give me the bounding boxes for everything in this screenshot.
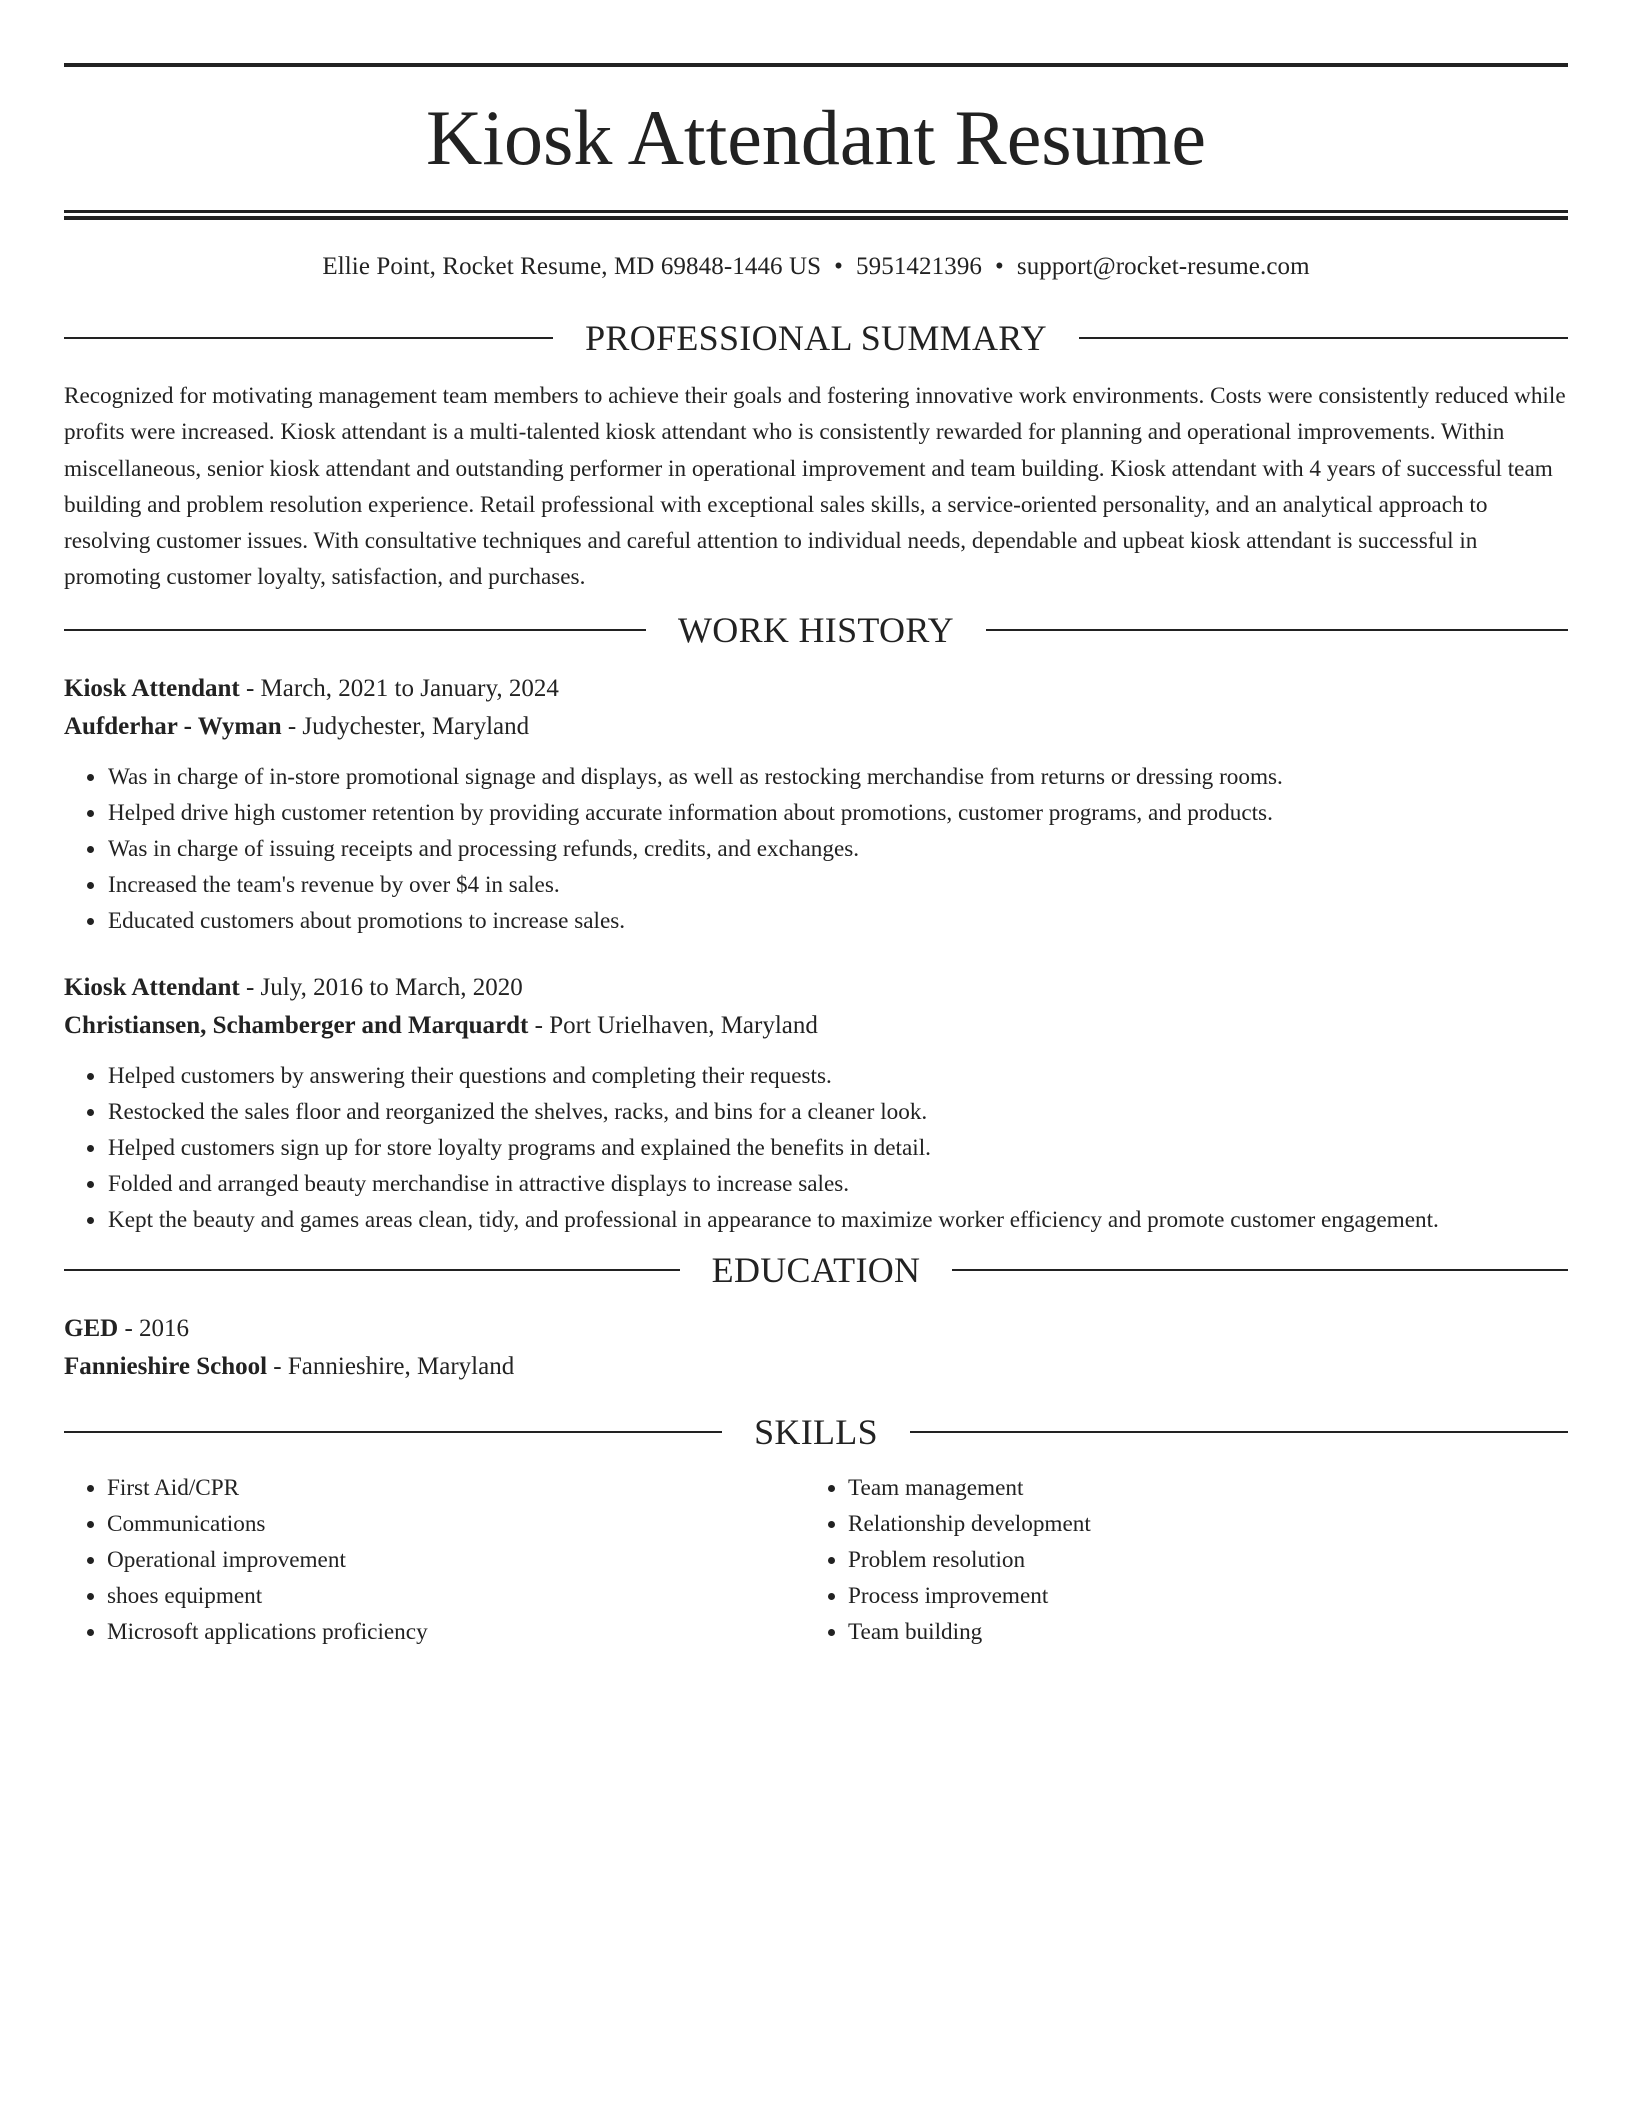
list-item: • Operational improvement (107, 1542, 805, 1578)
list-item: • Team building (848, 1614, 1546, 1650)
top-rule (64, 63, 1568, 67)
list-item: • First Aid/CPR (107, 1470, 805, 1506)
contact-line (64, 253, 1568, 281)
heading-rule (986, 629, 1568, 631)
heading-rule (1079, 337, 1568, 339)
list-item: • Helped customers by answering their questions and completing their requests. (107, 1058, 1568, 1094)
section-heading-education (64, 1250, 1568, 1290)
heading-rule (910, 1431, 1568, 1433)
heading-rule (952, 1269, 1568, 1271)
education-year: - 2016 (118, 1314, 190, 1342)
list-item: • Microsoft applications proficiency (107, 1614, 805, 1650)
list-item: • Team management (848, 1470, 1546, 1506)
education-school: Fannieshire School (64, 1352, 268, 1380)
heading-rule (64, 337, 553, 339)
education-school-line (64, 1348, 1568, 1386)
list-item: • Communications (107, 1506, 805, 1542)
job-company-line (64, 708, 1568, 746)
job-company-line (64, 1007, 1568, 1045)
job-dates: - July, 2016 to March, 2020 (239, 973, 523, 1001)
heading-rule (64, 1431, 722, 1433)
list-item: • Was in charge of in-store promotional signage and displays, as well as restocking merchandise from returns or dressing rooms. (107, 759, 1568, 795)
section-title: EDUCATION (711, 1249, 921, 1290)
heading-rule (64, 1269, 680, 1271)
resume-title: Kiosk Attendant Resume (426, 94, 1206, 181)
skills-list-left (64, 1470, 805, 1650)
section-heading-skills (64, 1412, 1568, 1452)
title-double-rule (64, 210, 1568, 220)
section-heading-work (64, 610, 1568, 650)
education-location: - Fannieshire, Maryland (267, 1352, 515, 1380)
job-entry (64, 670, 1568, 939)
job-location: - Port Urielhaven, Maryland (528, 1011, 818, 1039)
list-item: • Helped customers sign up for store loyalty programs and explained the benefits in detail. (107, 1130, 1568, 1166)
heading-rule (64, 629, 646, 631)
section-title: SKILLS (754, 1411, 878, 1452)
contact-phone: 5951421396 (856, 253, 983, 280)
skills-list-right (805, 1470, 1546, 1650)
contact-separator: • (834, 253, 844, 280)
section-heading-summary (64, 318, 1568, 358)
job-location: - Judychester, Maryland (281, 712, 530, 740)
summary-paragraph: Recognized for motivating management team members to achieve their goals and fostering innovative work environments. Costs were consistently reduced while profits were increased. Kiosk attendant is a multi-talented kiosk attendant who is consistently rewarded for planning and operational improvements. Within miscellaneous, senior kiosk attendant and outstanding performer in operational improvement and team building. Kiosk attendant with 4 years of successful team building and problem resolution experience. Retail professional with exceptional sales skills, a service-oriented personality, and an analytical approach to resolving customer issues. With consultative techniques and careful attention to individual needs, dependable and upbeat kiosk attendant is successful in promoting customer loyalty, satisfaction, and purchases. (64, 383, 1566, 591)
list-item: • Was in charge of issuing receipts and processing refunds, credits, and exchanges. (107, 831, 1568, 867)
contact-separator: • (995, 253, 1004, 280)
job-company: Christiansen, Schamberger and Marquardt (64, 1011, 529, 1039)
list-item: • Folded and arranged beauty merchandise in attractive displays to increase sales. (107, 1166, 1568, 1202)
job-company: Aufderhar - Wyman (64, 712, 282, 740)
list-item: • Restocked the sales floor and reorganized the shelves, racks, and bins for a cleaner look. (107, 1094, 1568, 1130)
list-item: • shoes equipment (107, 1578, 805, 1614)
list-item: • Relationship development (848, 1506, 1546, 1542)
contact-email: support@rocket-resume.com (1016, 253, 1310, 280)
contact-address: Ellie Point, Rocket Resume, MD 69848-1446 US (322, 253, 822, 280)
list-item: • Process improvement (848, 1578, 1546, 1614)
job-entry (64, 969, 1568, 1238)
skills-columns (64, 1470, 1568, 1650)
education-degree: GED (64, 1314, 119, 1342)
job-title: Kiosk Attendant (64, 973, 240, 1001)
section-title: WORK HISTORY (678, 609, 954, 650)
list-item: • Problem resolution (848, 1542, 1546, 1578)
education-degree-line (64, 1310, 1568, 1348)
section-title: PROFESSIONAL SUMMARY (585, 318, 1047, 358)
list-item: • Helped drive high customer retention by providing accurate information about promotions, customer programs, and products. (107, 795, 1568, 831)
resume-page (64, 63, 1568, 1650)
job-bullets (64, 1058, 1568, 1238)
list-item: • Kept the beauty and games areas clean, tidy, and professional in appearance to maximize worker efficiency and promote customer engagement. (107, 1202, 1568, 1238)
list-item: • Educated customers about promotions to increase sales. (107, 903, 1568, 939)
job-bullets (64, 759, 1568, 939)
job-title-line (64, 670, 1568, 708)
job-title: Kiosk Attendant (64, 674, 240, 702)
job-title-line (64, 969, 1568, 1007)
education-entry (64, 1310, 1568, 1386)
list-item: • Increased the team's revenue by over $4 in sales. (107, 867, 1568, 903)
job-dates: - March, 2021 to January, 2024 (239, 674, 559, 702)
